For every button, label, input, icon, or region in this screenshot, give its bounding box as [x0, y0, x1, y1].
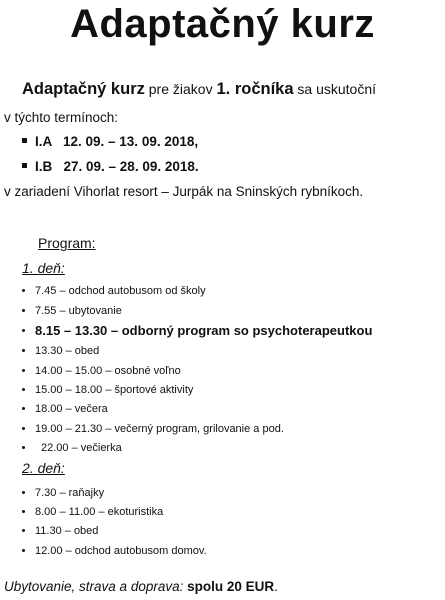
day-2-label: 2. deň: — [22, 460, 65, 476]
list-item: 7.45 – odchod autobusom od školy — [22, 285, 206, 297]
list-item: 19.00 – 21.30 – večerný program, grilovanie a pod. — [22, 423, 284, 435]
price-line — [4, 579, 278, 594]
bullet-icon — [22, 446, 25, 449]
list-item: 12.00 – odchod autobusom domov. — [22, 545, 207, 557]
list-item: 8.15 – 13.30 – odborný program so psychoterapeutkou — [22, 323, 372, 338]
course-name: Adaptačný kurz — [22, 80, 145, 98]
day-1-label: 1. deň: — [22, 260, 65, 276]
list-item: 8.00 – 11.00 – ekoturistika — [22, 506, 163, 518]
bullet-icon — [22, 349, 25, 352]
list-item: 13.30 – obed — [22, 345, 99, 357]
list-item: 15.00 – 18.00 – športové aktivity — [22, 384, 193, 396]
grade: 1. ročníka — [216, 80, 294, 98]
program-heading: Program: — [38, 235, 96, 251]
intro-text-1: pre žiakov — [148, 81, 213, 97]
bullet-icon — [22, 510, 25, 513]
term-item — [22, 134, 198, 149]
square-bullet-icon — [22, 163, 27, 168]
page-title: Adaptačný kurz — [70, 2, 375, 46]
day-1-heading — [22, 260, 65, 276]
term-item — [22, 159, 199, 174]
term-text: I.A 12. 09. – 13. 09. 2018, — [35, 134, 199, 149]
bullet-icon — [22, 529, 25, 532]
price-end: . — [274, 579, 278, 594]
bullet-icon — [22, 309, 25, 312]
bullet-icon — [22, 427, 25, 430]
day-2-heading — [22, 460, 65, 476]
intro-line-2: v týchto termínoch: — [4, 110, 119, 125]
list-item: 22.00 – večierka — [22, 442, 122, 454]
bullet-icon — [22, 491, 25, 494]
list-item: 7.30 – raňajky — [22, 487, 104, 499]
intro-text-2: sa uskutoční — [297, 81, 377, 97]
bullet-icon — [22, 329, 25, 332]
bullet-icon — [22, 407, 25, 410]
list-item: 18.00 – večera — [22, 403, 108, 415]
list-item: 7.55 – ubytovanie — [22, 305, 122, 317]
term-text: I.B 27. 09. – 28. 09. 2018. — [35, 159, 199, 174]
price-label: Ubytovanie, strava a doprava: — [4, 579, 184, 594]
bullet-icon — [22, 388, 25, 391]
bullet-icon — [22, 369, 25, 372]
bullet-icon — [22, 549, 25, 552]
intro-line — [22, 80, 442, 98]
square-bullet-icon — [22, 138, 27, 143]
place-text: v zariadení Vihorlat resort – Jurpák na Sninských rybníkoch. — [4, 184, 364, 199]
list-item: 11.30 – obed — [22, 525, 98, 537]
price-value: spolu 20 EUR — [187, 579, 275, 594]
list-item: 14.00 – 15.00 – osobné voľno — [22, 365, 181, 377]
bullet-icon — [22, 289, 25, 292]
